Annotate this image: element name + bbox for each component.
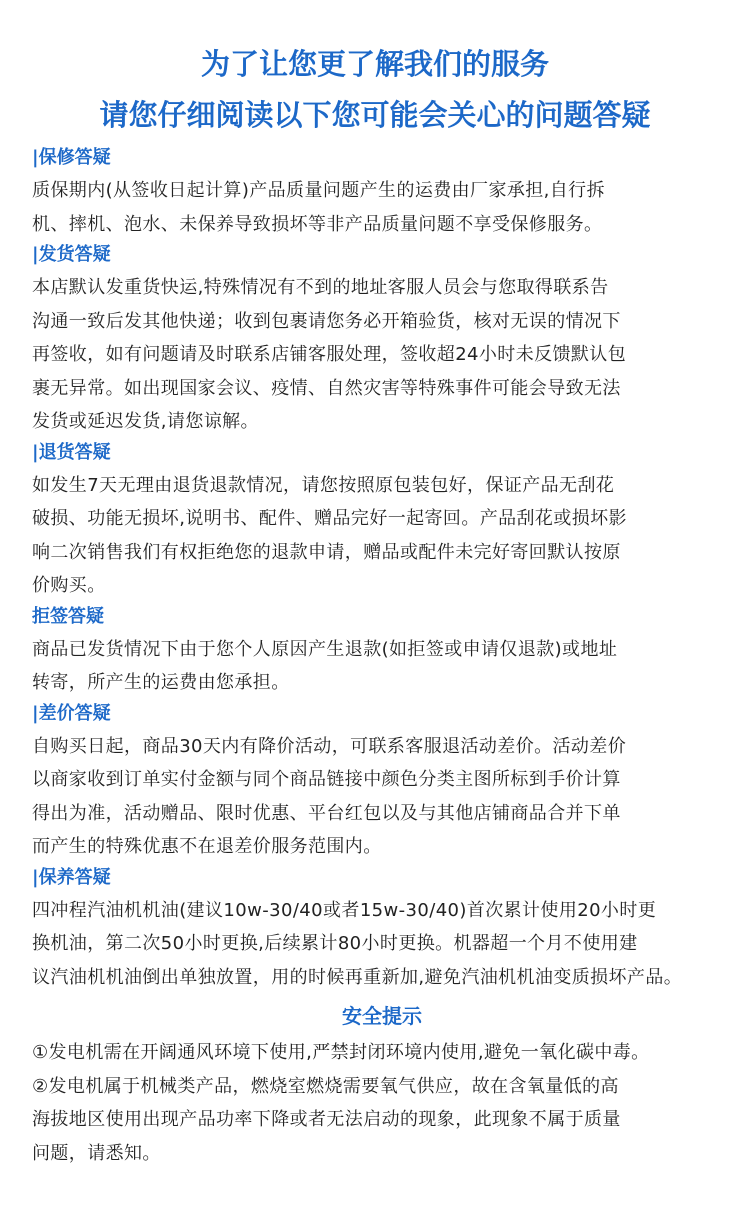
paragraph-line: 四冲程汽油机机油(建议10w-30/40或者15w-30/40)首次累计使用20小时更 — [32, 899, 657, 921]
section-title-text: 发货答疑 — [38, 244, 111, 265]
paragraph-line: 如发生7天无理由退货退款情况，请您按照原包装包好，保证产品无刮花 — [32, 474, 615, 496]
section-title — [32, 700, 732, 728]
safety-title: 安全提示 — [342, 1004, 422, 1028]
section-title — [32, 864, 732, 892]
paragraph-line: 议汽油机机油倒出单独放置，用的时候再重新加,避免汽油机机油变质损坏产品。 — [32, 966, 683, 988]
page-title-line-2: 请您仔细阅读以下您可能会关心的问题答疑 — [99, 98, 651, 132]
paragraph-line: 海拔地区使用出现产品功率下降或者无法启动的现象，此现象不属于质量 — [32, 1109, 621, 1130]
paragraph-line: 商品已发货情况下由于您个人原因产生退款(如拒签或申请仅退款)或地址 — [32, 638, 618, 660]
paragraph-line: 沟通一致后发其他快递；收到包裹请您务必开箱验货，核对无误的情况下 — [32, 310, 621, 332]
paragraph-line: 质保期内(从签收日起计算)产品质量问题产生的运费由厂家承担,自行拆 — [32, 180, 605, 201]
paragraph-line: 而产生的特殊优惠不在退差价服务范围内。 — [32, 836, 382, 857]
content — [32, 144, 732, 1170]
section-bar: | — [32, 866, 39, 888]
paragraph-line: ①发电机需在开阔通风环境下使用,严禁封闭环境内使用,避免一氧化碳中毒。 — [32, 1042, 650, 1063]
section-maintenance — [32, 864, 732, 995]
page-title-line-1: 为了让您更了解我们的服务 — [200, 47, 549, 81]
section-bar: | — [32, 244, 39, 265]
section-warranty — [32, 144, 732, 241]
section-title — [32, 144, 732, 172]
section-returns — [32, 439, 732, 603]
paragraph-line: 裹无异常。如出现国家会议、疫情、自然灾害等特殊事件可能会导致无法 — [32, 377, 621, 399]
paragraph-line: 响二次销售我们有权拒绝您的退款申请，赠品或配件未完好寄回默认按原 — [32, 541, 621, 563]
paragraph-line: 以商家收到订单实付金额与同个商品链接中颜色分类主图所标到手价计算 — [32, 769, 621, 790]
paragraph-line: 得出为准，活动赠品、限时优惠、平台红包以及与其他店铺商品合并下单 — [32, 802, 621, 824]
paragraph-line: 机、摔机、泡水、未保养导致损坏等非产品质量问题不享受保修服务。 — [32, 213, 603, 235]
paragraph-line: 发货或延迟发货,请您谅解。 — [32, 411, 259, 432]
paragraph-line: 问题，请悉知。 — [32, 1142, 161, 1164]
section-shipping — [32, 241, 732, 439]
paragraph-line: 自购买日起，商品30天内有降价活动，可联系客服退活动差价。活动差价 — [32, 735, 627, 757]
paragraph-line: 转寄，所产生的运费由您承担。 — [32, 672, 290, 693]
section-title-text: 退货答疑 — [38, 441, 111, 463]
section-title-text: 差价答疑 — [38, 702, 111, 724]
section-refusal — [32, 603, 732, 700]
paragraph-line: 价购买。 — [32, 575, 106, 596]
section-bar: | — [32, 147, 39, 168]
section-title-text: 保修答疑 — [38, 147, 111, 168]
section-title — [32, 439, 732, 467]
section-safety — [32, 996, 732, 1170]
paragraph-line: 破损、功能无损坏,说明书、配件、赠品完好一起寄回。产品刮花或损坏影 — [32, 508, 627, 529]
section-bar: | — [32, 441, 39, 463]
section-title-text: 拒签答疑 — [32, 605, 104, 627]
paragraph-line: ②发电机属于机械类产品，燃烧室燃烧需要氧气供应，故在含氧量低的高 — [32, 1075, 619, 1097]
section-price-difference — [32, 700, 732, 864]
paragraph-line: 本店默认发重货快运,特殊情况有不到的地址客服人员会与您取得联系告 — [32, 277, 609, 298]
section-title — [32, 241, 732, 269]
paragraph-line: 换机油，第二次50小时更换,后续累计80小时更换。机器超一个月不使用建 — [32, 933, 638, 954]
paragraph-line: 再签收，如有问题请及时联系店铺客服处理，签收超24小时未反馈默认包 — [32, 344, 627, 365]
section-title — [32, 603, 732, 631]
section-bar: | — [32, 702, 39, 724]
section-title-text: 保养答疑 — [38, 866, 111, 888]
